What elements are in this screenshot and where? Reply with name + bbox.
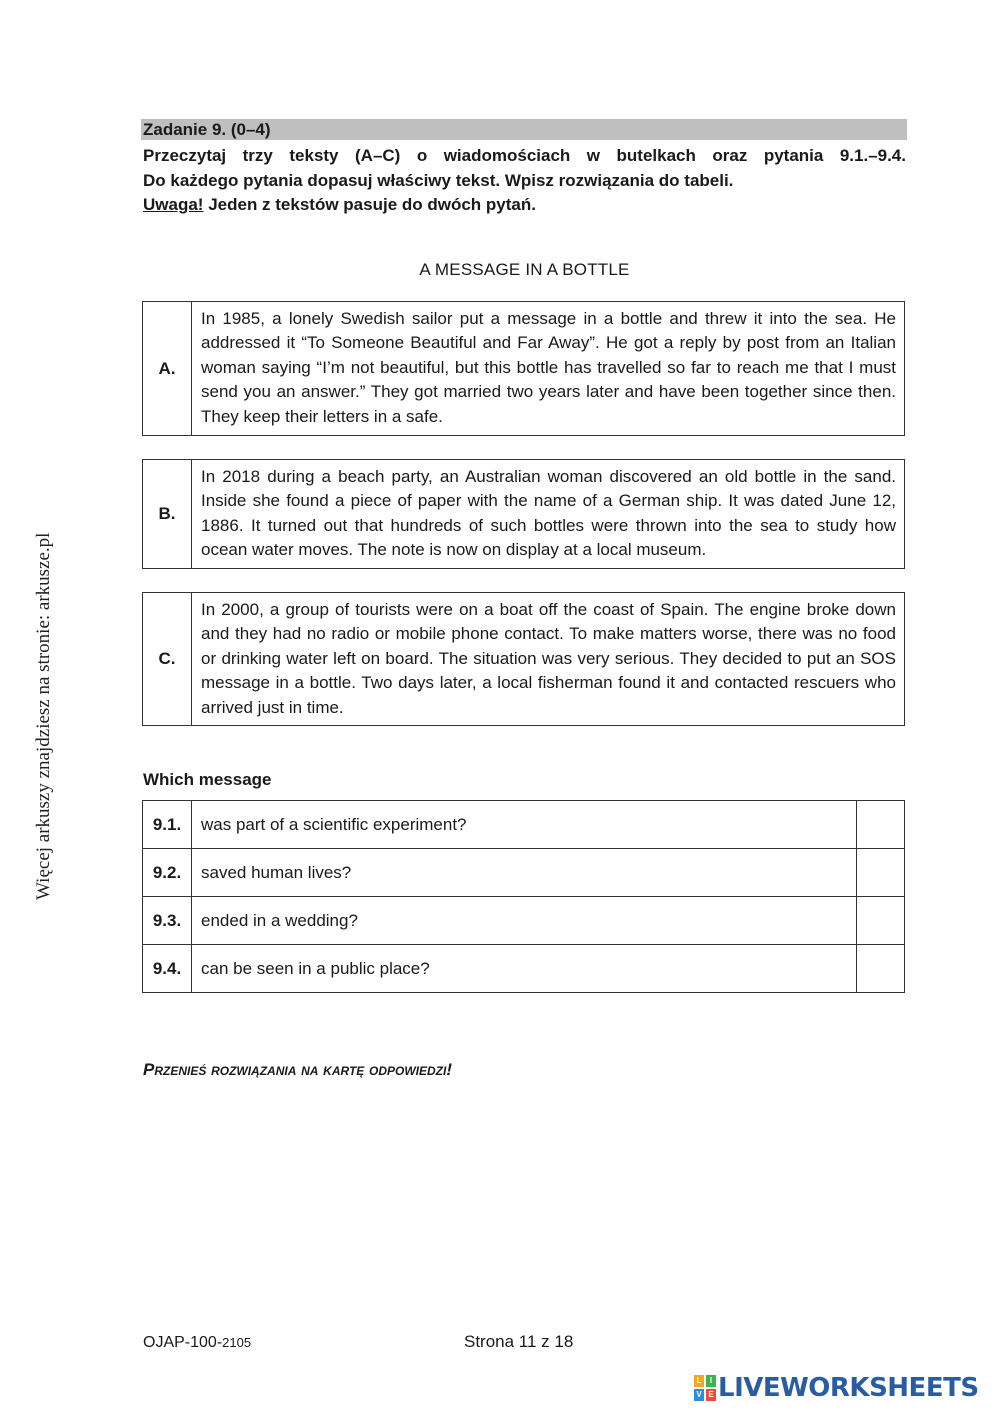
text-box-c bbox=[142, 592, 905, 726]
answer-cell[interactable] bbox=[857, 897, 905, 945]
questions-label: Which message bbox=[143, 770, 272, 789]
table-row bbox=[143, 897, 905, 945]
logo-tile: L bbox=[694, 1375, 704, 1387]
question-number: 9.4. bbox=[143, 945, 192, 993]
text-letter: A. bbox=[143, 302, 192, 435]
question-number: 9.3. bbox=[143, 897, 192, 945]
note-text: Jeden z tekstów pasuje do dwóch pytań. bbox=[203, 195, 536, 214]
section-title: A MESSAGE IN A BOTTLE bbox=[419, 260, 630, 279]
text-body: In 1985, a lonely Swedish sailor put a message in a bottle and threw it into the sea. He addressed it “To Someone Beautiful and Far Away”. He got a reply by post from an Italian woman saying “I’m not beautiful, but this bottle has travelled so far to reach me that I must send you an answer.” They got married two years later and have been together since then. They keep their letters in a safe. bbox=[201, 309, 896, 426]
footer-code-suffix: 2105 bbox=[222, 1335, 252, 1350]
task-instructions bbox=[143, 144, 906, 218]
footer-code-prefix: OJAP-100- bbox=[143, 1334, 223, 1351]
text-body: In 2000, a group of tourists were on a boat off the coast of Spain. The engine broke down and they had no radio or mobile phone contact. To make matters worse, there was no food or drinking water left on board. The situation was very serious. They decided to put an SOS message in a bottle. Two days later, a local fisherman found it and contacted rescuers who arrived just in time. bbox=[201, 600, 896, 717]
table-row bbox=[143, 945, 905, 993]
answer-cell[interactable] bbox=[857, 801, 905, 849]
logo-tile: I bbox=[706, 1375, 716, 1387]
text-letter: B. bbox=[143, 460, 192, 568]
note-label: Uwaga! bbox=[143, 195, 204, 214]
brand-logo[interactable] bbox=[694, 1373, 979, 1403]
table-row bbox=[143, 849, 905, 897]
logo-tile: E bbox=[706, 1389, 716, 1401]
logo-tile: V bbox=[694, 1389, 704, 1401]
instruction-line-1: Przeczytaj trzy teksty (A–C) o wiadomościach w butelkach oraz pytania 9.1.–9.4. bbox=[143, 146, 906, 165]
instruction-note bbox=[143, 193, 906, 218]
instruction-line-2: Do każdego pytania dopasuj właściwy tekst. Wpisz rozwiązania do tabeli. bbox=[143, 170, 734, 190]
liveworksheets-icon bbox=[694, 1375, 716, 1401]
answer-cell[interactable] bbox=[857, 849, 905, 897]
footer-code bbox=[143, 1334, 251, 1352]
brand-name: LIVEWORKSHEETS bbox=[718, 1373, 979, 1403]
questions-table bbox=[142, 800, 905, 993]
task-header: Zadanie 9. (0–4) bbox=[141, 119, 907, 140]
text-letter: C. bbox=[143, 593, 192, 725]
table-row bbox=[143, 801, 905, 849]
question-text: can be seen in a public place? bbox=[192, 945, 857, 993]
transfer-note: Przenieś rozwiązania na kartę odpowiedzi! bbox=[143, 1060, 452, 1079]
text-box-b bbox=[142, 459, 905, 569]
text-box-a bbox=[142, 301, 905, 436]
question-text: ended in a wedding? bbox=[192, 897, 857, 945]
text-body: In 2018 during a beach party, an Australian woman discovered an old bottle in the sand. Inside she found a piece of paper with the name of a German ship. It was dated June 12, 1886. It turned out that hundreds of such bottles were thrown into the sea to study how ocean water moves. The note is now on display at a local museum. bbox=[201, 467, 896, 560]
side-watermark-text: Więcej arkuszy znajdziesz na stronie: arkusze.pl bbox=[33, 532, 54, 900]
answer-cell[interactable] bbox=[857, 945, 905, 993]
question-number: 9.1. bbox=[143, 801, 192, 849]
question-text: was part of a scientific experiment? bbox=[192, 801, 857, 849]
page-number: Strona 11 z 18 bbox=[464, 1332, 574, 1351]
question-number: 9.2. bbox=[143, 849, 192, 897]
question-text: saved human lives? bbox=[192, 849, 857, 897]
